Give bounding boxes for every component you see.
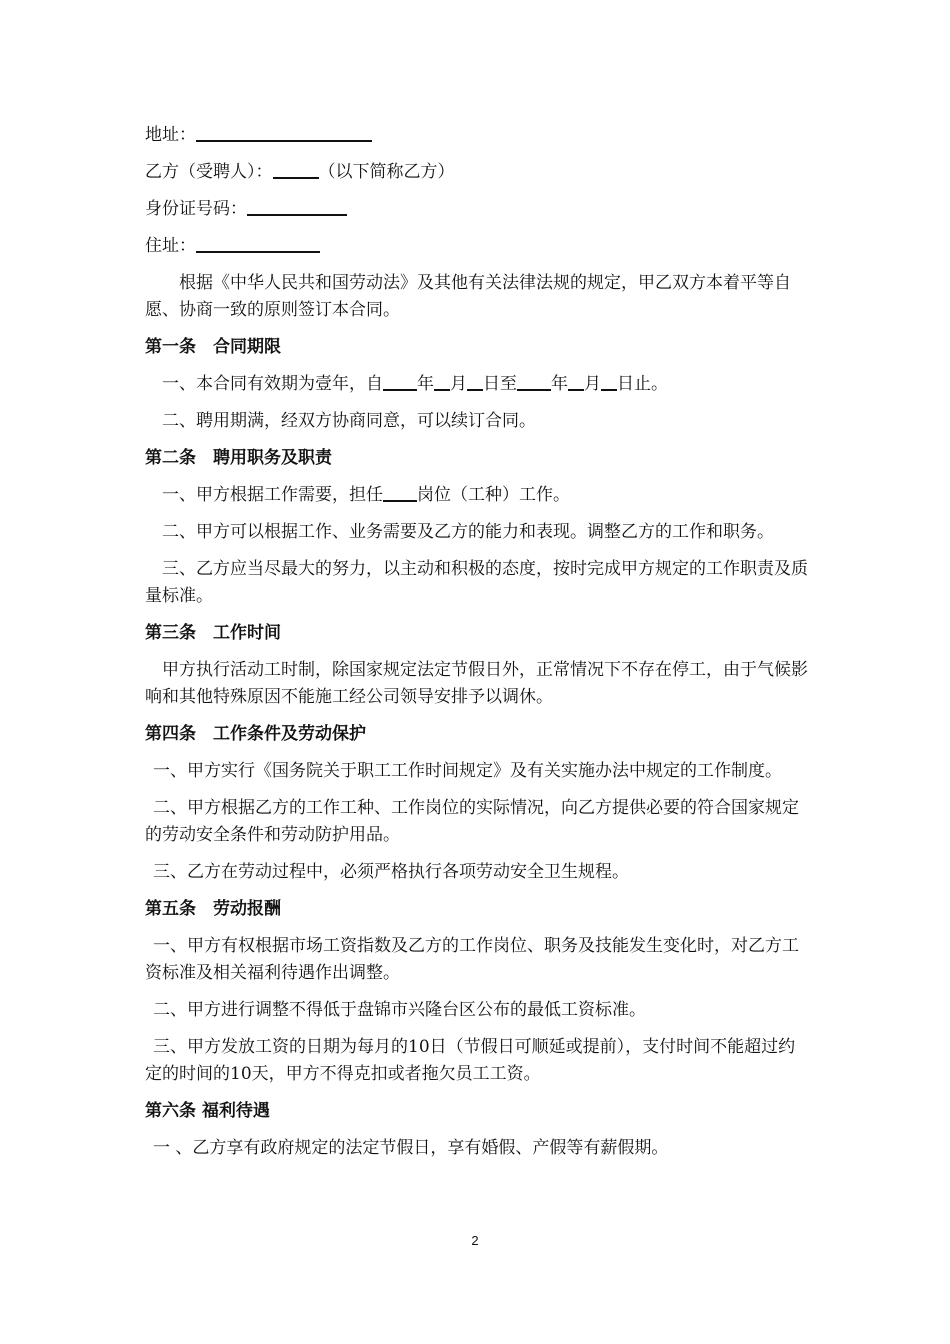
article4-item2: 二、甲方根据乙方的工作工种、工作岗位的实际情况，向乙方提供必要的符合国家规定的劳动安全条件和劳动防护用品。 xyxy=(145,798,799,845)
term-text-5: 年 xyxy=(551,374,568,394)
term-text-1: 一、本合同有效期为壹年，自 xyxy=(162,374,383,394)
partyB-note: （以下简称乙方） xyxy=(318,162,455,182)
article1-item1 xyxy=(145,371,810,398)
end-month-blank xyxy=(568,371,584,391)
position-text-1: 一、甲方根据工作需要，担任 xyxy=(162,485,383,505)
term-text-6: 月 xyxy=(584,374,601,394)
article4-item3: 三、乙方在劳动过程中，必须严格执行各项劳动安全卫生规程。 xyxy=(153,862,629,882)
article5-item1: 一、甲方有权根据市场工资指数及乙方的工作岗位、职务及技能发生变化时，对乙方工资标准及相关福利待遇作出调整。 xyxy=(145,936,799,983)
page-number: 2 xyxy=(471,1233,479,1248)
partyB-label: 乙方（受聘人）： xyxy=(145,162,273,182)
article2-item3: 三、乙方应当尽最大的努力，以主动和积极的态度，按时完成甲方规定的工作职责及质量标准。 xyxy=(145,559,808,606)
residence-line xyxy=(145,233,810,260)
contract-body xyxy=(145,122,810,1172)
start-day-blank xyxy=(467,371,483,391)
id-label: 身份证号码： xyxy=(145,199,247,219)
residence-label: 住址： xyxy=(145,236,196,256)
address-line xyxy=(145,122,810,149)
id-line xyxy=(145,196,810,223)
article5-item2: 二、甲方进行调整不得低于盘锦市兴隆台区公布的最低工资标准。 xyxy=(153,1000,646,1020)
partyB-blank xyxy=(273,159,319,179)
address-label: 地址： xyxy=(145,125,196,145)
intro-paragraph: 根据《中华人民共和国劳动法》及其他有关法律法规的规定，甲乙双方本着平等自愿、协商一致的原则签订本合同。 xyxy=(145,273,791,320)
residence-blank xyxy=(196,233,320,253)
end-day-blank xyxy=(601,371,617,391)
start-month-blank xyxy=(434,371,450,391)
article2-item1 xyxy=(145,482,810,509)
article6-item1: 一 、乙方享有政府规定的法定节假日，享有婚假、产假等有薪假期。 xyxy=(153,1138,669,1158)
article1-item2: 二、聘用期满，经双方协商同意，可以续订合同。 xyxy=(162,411,536,431)
term-text-3: 月 xyxy=(450,374,467,394)
position-blank xyxy=(383,482,417,502)
end-year-blank xyxy=(517,371,551,391)
article2-heading: 第二条 聘用职务及职责 xyxy=(145,448,332,468)
start-year-blank xyxy=(383,371,417,391)
article3-heading: 第三条 工作时间 xyxy=(145,623,281,643)
article5-heading: 第五条 劳动报酬 xyxy=(145,899,281,919)
article3-text: 甲方执行活动工时制，除国家规定法定节假日外，正常情况下不存在停工，由于气候影响和其他特殊原因不能施工经公司领导安排予以调休。 xyxy=(145,660,808,707)
id-blank xyxy=(247,196,347,216)
article4-heading: 第四条 工作条件及劳动保护 xyxy=(145,724,366,744)
article1-heading: 第一条 合同期限 xyxy=(145,337,281,357)
article6-heading: 第六条 福利待遇 xyxy=(145,1101,270,1121)
article2-item2: 二、甲方可以根据工作、业务需要及乙方的能力和表现。调整乙方的工作和职务。 xyxy=(162,522,774,542)
term-text-7: 日止。 xyxy=(617,374,668,394)
term-text-2: 年 xyxy=(417,374,434,394)
address-blank xyxy=(196,122,372,142)
partyB-line xyxy=(145,159,810,186)
position-text-2: 岗位（工种）工作。 xyxy=(417,485,570,505)
article4-item1: 一、甲方实行《国务院关于职工工作时间规定》及有关实施办法中规定的工作制度。 xyxy=(153,761,782,781)
term-text-4: 日至 xyxy=(483,374,517,394)
article5-item3: 三、甲方发放工资的日期为每月的10日（节假日可顺延或提前），支付时间不能超过约定的时间的10天，甲方不得克扣或者拖欠员工工资。 xyxy=(145,1037,796,1084)
